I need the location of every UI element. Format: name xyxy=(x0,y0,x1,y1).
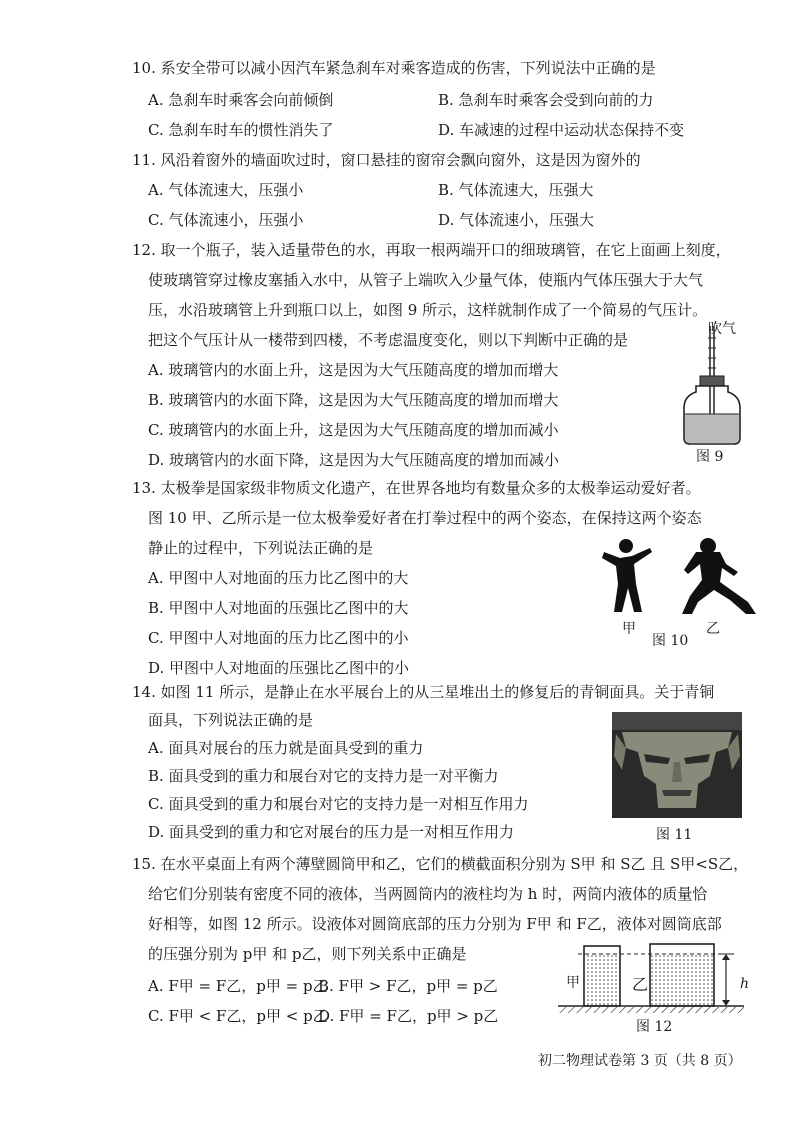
q12-option-b: B. 玻璃管内的水面下降，这是因为大气压随高度的增加而增大 xyxy=(148,391,559,409)
q13-stem-line1: 13. 太极拳是国家级非物质文化遗产，在世界各地均有数量众多的太极拳运动爱好者。 xyxy=(132,479,701,497)
q13-option-a: A. 甲图中人对地面的压力比乙图中的大 xyxy=(148,569,409,587)
q15-option-d: D. F甲 = F乙，p甲 > p乙 xyxy=(318,1007,499,1025)
q10-option-d: D. 车减速的过程中运动状态保持不变 xyxy=(438,121,685,139)
figure-10-caption: 图 10 xyxy=(652,633,689,649)
q13-stem-line3: 静止的过程中，下列说法正确的是 xyxy=(148,539,374,557)
figure-10-label-yi: 乙 xyxy=(706,621,720,637)
q12-stem-line1: 12. 取一个瓶子，装入适量带色的水，再取一根两端开口的细玻璃管，在它上面画上刻度， xyxy=(132,241,731,259)
figure-10-taichi-poses xyxy=(598,532,768,622)
q15-option-c: C. F甲 < F乙，p甲 < p乙 xyxy=(148,1007,328,1025)
q11-option-d: D. 气体流速小，压强大 xyxy=(438,211,595,229)
figure-9-barometer xyxy=(672,318,752,458)
page-footer: 初二物理试卷第 3 页（共 8 页） xyxy=(538,1053,742,1069)
q12-stem-line2: 使玻璃管穿过橡皮塞插入水中，从管子上端吹入少量气体，使瓶内气体压强大于大气 xyxy=(148,271,704,289)
q15-option-a: A. F甲 = F乙，p甲 = p乙 xyxy=(148,977,328,995)
q10-stem: 10. 系安全带可以减小因汽车紧急刹车对乘客造成的伤害，下列说法中正确的是 xyxy=(132,59,656,77)
figure-12-caption: 图 12 xyxy=(636,1019,673,1035)
q11-stem: 11. 风沿着窗外的墙面吹过时，窗口悬挂的窗帘会飘向窗外，这是因为窗外的 xyxy=(132,151,641,169)
figure-11-caption: 图 11 xyxy=(656,827,693,843)
figure-9-caption: 图 9 xyxy=(696,449,724,465)
q10-option-c: C. 急刹车时车的惯性消失了 xyxy=(148,121,334,139)
q13-option-b: B. 甲图中人对地面的压强比乙图中的大 xyxy=(148,599,409,617)
figure-12-label-jia: 甲 xyxy=(566,975,580,991)
q13-stem-line2: 图 10 甲、乙所示是一位太极拳爱好者在打拳过程中的两个姿态，在保持这两个姿态 xyxy=(148,509,702,527)
q14-option-c: C. 面具受到的重力和展台对它的支持力是一对相互作用力 xyxy=(148,795,529,813)
q14-option-a: A. 面具对展台的压力就是面具受到的重力 xyxy=(148,739,424,757)
q13-option-c: C. 甲图中人对地面的压力比乙图中的小 xyxy=(148,629,409,647)
q12-option-d: D. 玻璃管内的水面下降，这是因为大气压随高度的增加而减小 xyxy=(148,451,560,469)
q11-option-b: B. 气体流速大，压强大 xyxy=(438,181,594,199)
q11-option-a: A. 气体流速大，压强小 xyxy=(148,181,304,199)
q15-stem-line2: 给它们分别装有密度不同的液体，当两圆筒内的液柱均为 h 时，两筒内液体的质量恰 xyxy=(148,885,708,903)
q14-stem-line1: 14. 如图 11 所示，是静止在水平展台上的从三星堆出土的修复后的青铜面具。关于青铜 xyxy=(132,683,715,701)
q14-option-b: B. 面具受到的重力和展台对它的支持力是一对平衡力 xyxy=(148,767,499,785)
q12-option-a: A. 玻璃管内的水面上升，这是因为大气压随高度的增加而增大 xyxy=(148,361,559,379)
figure-12-cylinders xyxy=(558,938,748,1018)
figure-12-label-h: h xyxy=(740,976,750,992)
q11-option-c: C. 气体流速小，压强小 xyxy=(148,211,304,229)
q12-stem-line3: 压，水沿玻璃管上升到瓶口以上，如图 9 所示，这样就制作成了一个简易的气压计。 xyxy=(148,301,708,319)
q10-option-b: B. 急刹车时乘客会受到向前的力 xyxy=(438,91,654,109)
figure-12-label-yi: 乙 xyxy=(632,975,649,994)
q15-stem-line3: 好相等，如图 12 所示。设液体对圆筒底部的压力分别为 F甲 和 F乙，液体对圆筒底部 xyxy=(148,915,722,933)
q14-option-d: D. 面具受到的重力和它对展台的压力是一对相互作用力 xyxy=(148,823,515,841)
q12-stem-line4: 把这个气压计从一楼带到四楼，不考虑温度变化，则以下判断中正确的是 xyxy=(148,331,629,349)
q13-option-d: D. 甲图中人对地面的压强比乙图中的小 xyxy=(148,659,410,677)
q14-stem-line2: 面具，下列说法正确的是 xyxy=(148,711,314,729)
q15-stem-line4: 的压强分别为 p甲 和 p乙，则下列关系中正确是 xyxy=(148,945,467,963)
figure-10-label-jia: 甲 xyxy=(622,621,636,637)
figure-9-blow-label: 吹气 xyxy=(708,321,736,337)
q15-option-b: B. F甲 > F乙，p甲 = p乙 xyxy=(318,977,498,995)
q15-stem-line1: 15. 在水平桌面上有两个薄壁圆筒甲和乙，它们的横截面积分别为 S甲 和 S乙 且 S甲<S乙， xyxy=(132,855,749,873)
q10-option-a: A. 急刹车时乘客会向前倾倒 xyxy=(148,91,334,109)
q12-option-c: C. 玻璃管内的水面上升，这是因为大气压随高度的增加而减小 xyxy=(148,421,559,439)
figure-11-bronze-mask xyxy=(612,712,742,818)
